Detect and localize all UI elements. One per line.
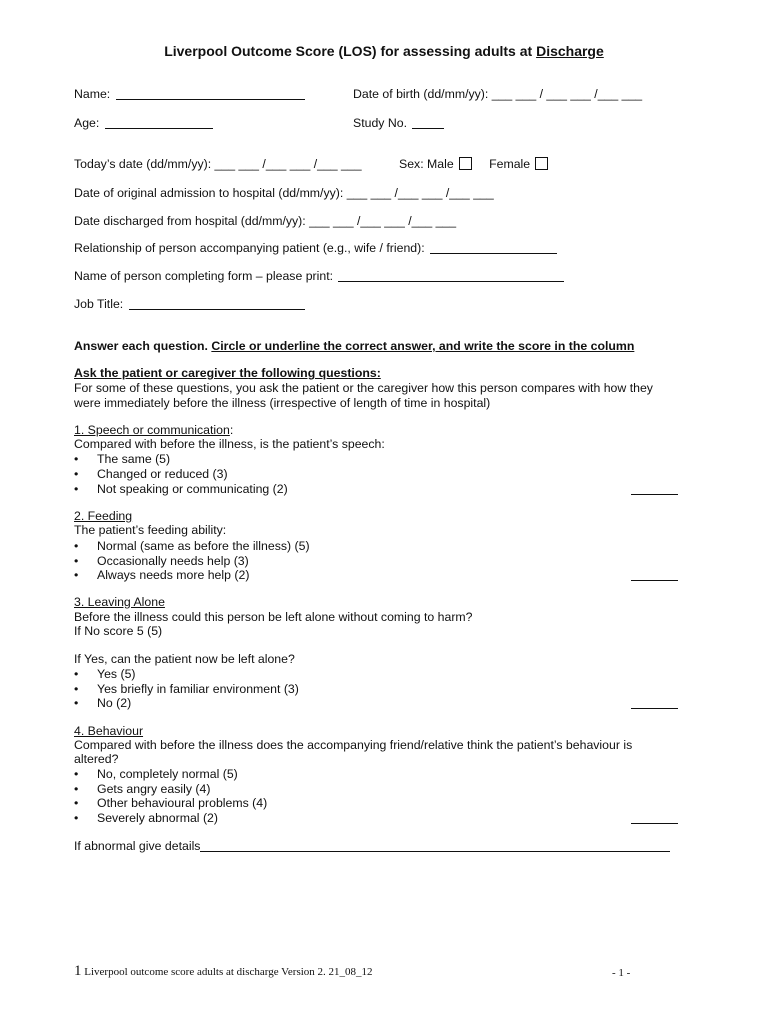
bullet-icon: • [74, 539, 79, 553]
q3-prompt: Before the illness could this person be left alone without coming to harm? [74, 610, 473, 624]
bullet-icon: • [74, 554, 79, 568]
study-no-line[interactable] [412, 116, 444, 129]
age-label: Age: [74, 116, 100, 130]
job-title-line[interactable] [129, 297, 305, 310]
q3-option-3[interactable]: No (2) [97, 696, 132, 710]
q1-option-2[interactable]: Changed or reduced (3) [97, 467, 228, 481]
q1-score-line[interactable] [631, 494, 678, 495]
bullet-icon: • [74, 696, 79, 710]
q2-score-line[interactable] [631, 580, 678, 581]
admission-date-field[interactable]: Date of original admission to hospital (dd/mm/yy): ___ ___ /___ ___ /___ ___ [74, 186, 494, 200]
completing-line[interactable] [338, 269, 564, 282]
q4-details-label: If abnormal give details [74, 839, 201, 853]
q2-option-2[interactable]: Occasionally needs help (3) [97, 554, 249, 568]
job-title-label: Job Title: [74, 297, 124, 311]
q1-heading: 1. Speech or communication: [74, 423, 234, 437]
q2-heading: 2. Feeding [74, 509, 133, 523]
relationship-line[interactable] [430, 241, 557, 254]
relationship-label: Relationship of person accompanying patient (e.g., wife / friend): [74, 241, 425, 255]
answer-instruction: Answer each question. Circle or underline the correct answer, and write the score in the column [74, 339, 635, 353]
dob-field[interactable]: Date of birth (dd/mm/yy): ___ ___ / ___ ___ /___ ___ [353, 87, 643, 101]
q3-if-yes: If Yes, can the patient now be left alone? [74, 652, 295, 666]
q4-option-4[interactable]: Severely abnormal (2) [97, 811, 218, 825]
completing-label: Name of person completing form – please print: [74, 269, 334, 283]
bullet-icon: • [74, 452, 79, 466]
q4-prompt-1: Compared with before the illness does the accompanying friend/relative think the patient’s behaviour is [74, 738, 633, 752]
q1-prompt: Compared with before the illness, is the patient’s speech: [74, 437, 385, 451]
age-field [74, 116, 213, 131]
sex-field [399, 157, 548, 172]
job-title-field [74, 297, 305, 312]
study-no-label: Study No. [353, 116, 407, 130]
female-checkbox[interactable] [535, 157, 548, 170]
page-title [0, 44, 768, 59]
q4-score-line[interactable] [631, 823, 678, 824]
q1-option-1[interactable]: The same (5) [97, 452, 171, 466]
completing-field [74, 269, 564, 284]
bullet-icon: • [74, 667, 79, 681]
female-label: Female [489, 157, 531, 171]
q4-option-1[interactable]: No, completely normal (5) [97, 767, 238, 781]
name-label: Name: [74, 87, 111, 101]
q2-prompt: The patient’s feeding ability: [74, 523, 227, 537]
study-no-field [353, 116, 444, 131]
bullet-icon: • [74, 568, 79, 582]
q4-option-2[interactable]: Gets angry easily (4) [97, 782, 211, 796]
ask-line-1: For some of these questions, you ask the patient or the caregiver how this person compares with how they [74, 381, 653, 395]
page-number: - 1 - [612, 967, 631, 979]
q1-option-3[interactable]: Not speaking or communicating (2) [97, 482, 288, 496]
q3-option-1[interactable]: Yes (5) [97, 667, 136, 681]
bullet-icon: • [74, 782, 79, 796]
todays-date-field[interactable]: Today’s date (dd/mm/yy): ___ ___ /___ ___ /___ ___ [74, 157, 362, 171]
male-checkbox[interactable] [459, 157, 472, 170]
footer-text [74, 964, 373, 980]
name-field [74, 87, 305, 102]
sex-male-label: Sex: Male [399, 157, 454, 171]
q3-if-no: If No score 5 (5) [74, 624, 163, 638]
age-line[interactable] [105, 116, 213, 129]
title-text: Liverpool Outcome Score (LOS) for assessing adults at [164, 43, 537, 59]
q4-details-line[interactable] [200, 839, 670, 852]
name-line[interactable] [116, 87, 305, 100]
bullet-icon: • [74, 682, 79, 696]
bullet-icon: • [74, 811, 79, 825]
footer-number: 1 [74, 963, 82, 979]
q2-option-3[interactable]: Always needs more help (2) [97, 568, 250, 582]
title-discharge: Discharge [536, 43, 604, 59]
bullet-icon: • [74, 467, 79, 481]
bullet-icon: • [74, 767, 79, 781]
discharge-date-field[interactable]: Date discharged from hospital (dd/mm/yy): ___ ___ /___ ___ /___ ___ [74, 214, 457, 228]
ask-line-2: were immediately before the illness (irrespective of length of time in hospital) [74, 396, 491, 410]
bullet-icon: • [74, 482, 79, 496]
q3-option-2[interactable]: Yes briefly in familiar environment (3) [97, 682, 299, 696]
q4-prompt-2: altered? [74, 752, 119, 766]
relationship-field [74, 241, 557, 256]
footer-version: Liverpool outcome score adults at discharge Version 2. 21_08_12 [81, 966, 373, 978]
q4-details-field [74, 839, 670, 854]
q3-score-line[interactable] [631, 708, 678, 709]
q4-option-3[interactable]: Other behavioural problems (4) [97, 796, 268, 810]
ask-heading: Ask the patient or caregiver the following questions: [74, 366, 381, 380]
q4-heading: 4. Behaviour [74, 724, 144, 738]
bullet-icon: • [74, 796, 79, 810]
q2-option-1[interactable]: Normal (same as before the illness) (5) [97, 539, 310, 553]
q3-heading: 3. Leaving Alone [74, 595, 165, 609]
